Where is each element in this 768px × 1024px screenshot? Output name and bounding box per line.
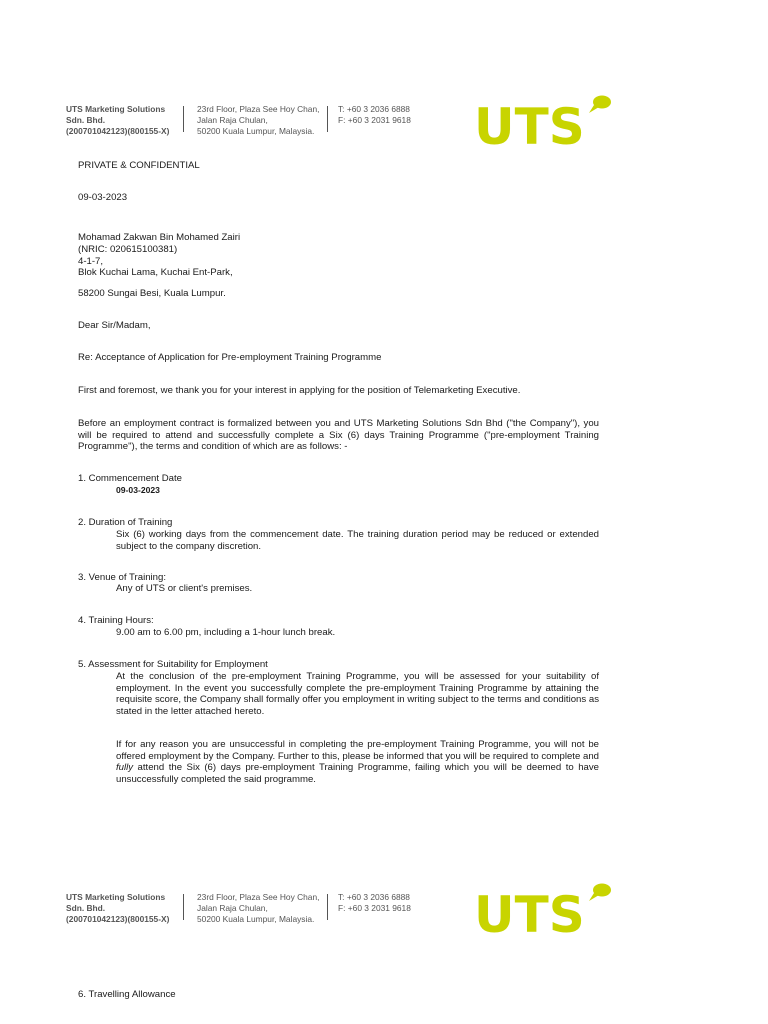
- item-body: 9.00 am to 6.00 pm, including a 1-hour lunch break.: [116, 627, 336, 638]
- letterhead: [0, 98, 768, 164]
- letter-subject: Re: Acceptance of Application for Pre-employment Training Programme: [78, 352, 382, 363]
- divider: [327, 106, 328, 132]
- letter-date: 09-03-2023: [78, 192, 128, 203]
- divider: [183, 106, 184, 132]
- item-heading: 3. Venue of Training:: [78, 572, 167, 583]
- item-body: At the conclusion of the pre-employment Training Programme, you will be assessed for your suitability of employment. In the event you successfully complete the pre-employment Training Programme by attaining the requisite score, the Company shall formally offer you employment in writing subject to the terms and conditions as stated in the letter attached hereto.: [116, 671, 599, 717]
- divider: [327, 894, 328, 920]
- paragraph: Before an employment contract is formalized between you and UTS Marketing Solutions Sdn Bhd ("the Company"), you will be required to attend and successfully complete a Six (6) days Training Programme ("pre-employment Training Programme"), the terms and condition of which are as follows: -: [78, 418, 599, 452]
- uts-logo: [474, 880, 614, 940]
- letterhead: [0, 886, 768, 952]
- item-heading: 1. Commencement Date: [78, 473, 182, 484]
- item-heading: 2. Duration of Training: [78, 517, 173, 528]
- paragraph: First and foremost, we thank you for your interest in applying for the position of Telemarketing Executive.: [78, 385, 521, 396]
- company-contact: T: +60 3 2036 6888 F: +60 3 2031 9618: [338, 104, 411, 125]
- svg-text:UTS: UTS: [474, 886, 585, 940]
- recipient-address-line: Blok Kuchai Lama, Kuchai Ent-Park,: [78, 267, 233, 279]
- confidential-label: PRIVATE & CONFIDENTIAL: [78, 160, 200, 171]
- recipient-nric: (NRIC: 020615100381): [78, 243, 178, 255]
- item-heading: 5. Assessment for Suitability for Employment: [78, 659, 268, 670]
- item-heading: 6. Travelling Allowance: [78, 989, 176, 1000]
- item-body: If for any reason you are unsuccessful in completing the pre-employment Training Programme, you will not be offered employment by the Company. Further to this, please be informed that you will be required to complete and fully attend the Six (6) days pre-employment Training Programme, failing which you will be deemed to have unsuccessfully completed the said programme.: [116, 739, 599, 785]
- salutation: Dear Sir/Madam,: [78, 320, 151, 331]
- item-body: Six (6) working days from the commencement date. The training duration period may be reduced or extended subject to the company discretion.: [116, 529, 599, 552]
- item-body: Any of UTS or client's premises.: [116, 583, 253, 594]
- recipient-block: [78, 232, 240, 300]
- divider: [183, 894, 184, 920]
- item-heading: 4. Training Hours:: [78, 615, 154, 626]
- recipient-name: Mohamad Zakwan Bin Mohamed Zairi: [78, 232, 241, 243]
- company-address: 23rd Floor, Plaza See Hoy Chan, Jalan Raja Chulan, 50200 Kuala Lumpur, Malaysia.: [197, 104, 320, 136]
- item-body: 09-03-2023: [116, 485, 160, 495]
- company-contact: T: +60 3 2036 6888 F: +60 3 2031 9618: [338, 892, 411, 913]
- svg-text:UTS: UTS: [474, 98, 585, 152]
- recipient-address-line: 4-1-7,: [78, 255, 104, 267]
- company-name: UTS Marketing Solutions Sdn. Bhd. (200701042123)(800155-X): [66, 104, 170, 136]
- recipient-address-line: 58200 Sungai Besi, Kuala Lumpur.: [78, 288, 226, 300]
- company-name: UTS Marketing Solutions Sdn. Bhd. (200701042123)(800155-X): [66, 892, 170, 924]
- company-address: 23rd Floor, Plaza See Hoy Chan, Jalan Raja Chulan, 50200 Kuala Lumpur, Malaysia.: [197, 892, 320, 924]
- uts-logo: [474, 92, 614, 152]
